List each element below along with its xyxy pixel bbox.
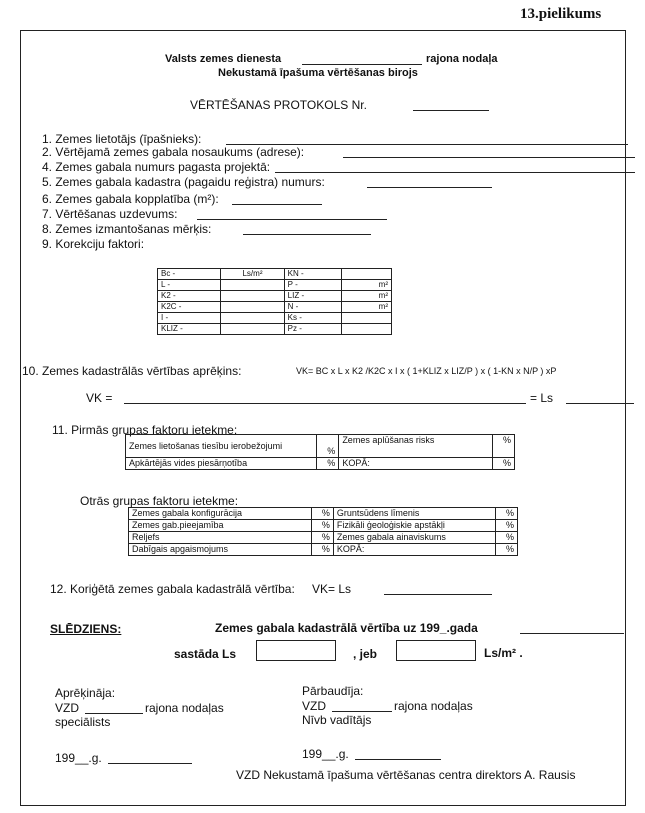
vk-eq-ls: = Ls <box>530 391 554 405</box>
ct-cell: P - <box>284 280 341 291</box>
ct-cell: Bc - <box>158 269 221 280</box>
vk-formula-input[interactable] <box>124 403 526 404</box>
right-sig-vzd: VZD <box>302 699 326 713</box>
field-9-label: 9. Korekciju faktori: <box>42 237 145 251</box>
unit-label: Ls/m² . <box>484 646 523 660</box>
ct-cell: Pz - <box>284 324 341 335</box>
right-date-input[interactable] <box>355 759 441 760</box>
protocol-title: VĒRTĒŠANAS PROTOKOLS Nr. <box>190 98 367 112</box>
g1-cell: Zemes aplūšanas risks <box>339 435 493 458</box>
right-sig-title: Pārbaudīja: <box>302 684 364 698</box>
ct-cell <box>341 313 391 324</box>
right-sig-district-input[interactable] <box>332 711 392 712</box>
g2-cell: Dabīgais apgaismojums <box>129 544 312 556</box>
item10-formula: VK= BC x L x K2 /K2C x I x ( 1+KLIZ x LIZ/P ) x ( 1-KN x N/P ) xP <box>296 366 557 376</box>
g2-cell: Gruntsūdens līmenis <box>333 508 495 520</box>
conclusion-date-input[interactable] <box>520 633 624 634</box>
item12-input[interactable] <box>384 594 492 595</box>
conclusion-title: SLĒDZIENS: <box>50 622 122 636</box>
protocol-number-blank[interactable] <box>413 110 489 111</box>
field-7-label: 7. Vērtēšanas uzdevums: <box>42 207 178 221</box>
g1-cell: % <box>317 458 339 470</box>
conclusion-text: Zemes gabala kadastrālā vērtība uz 199_.gada <box>215 621 478 635</box>
ct-cell <box>341 324 391 335</box>
ct-cell: m² <box>341 291 391 302</box>
ct-cell <box>221 302 284 313</box>
item12-label: 12. Koriģētā zemes gabala kadastrālā vērtība: <box>50 582 295 596</box>
header-district-blank[interactable] <box>302 64 422 65</box>
ct-cell: Ks - <box>284 313 341 324</box>
vk-ls-input[interactable] <box>566 403 634 404</box>
ct-cell: m² <box>341 280 391 291</box>
field-4-label: 4. Zemes gabala numurs pagasta projektā: <box>42 160 271 174</box>
left-sig-title: Aprēķināja: <box>55 686 116 700</box>
field-5-label: 5. Zemes gabala kadastra (pagaidu reģistra) numurs: <box>42 175 325 189</box>
ct-cell: K2 - <box>158 291 221 302</box>
g2-cell: % <box>312 520 334 532</box>
group1-table <box>125 434 515 470</box>
sastada-label: sastāda Ls <box>174 647 237 661</box>
g2-cell: % <box>496 508 518 520</box>
g2-cell: Reljefs <box>129 532 312 544</box>
g2-cell: Zemes gab.pieejamība <box>129 520 312 532</box>
g2-cell: % <box>496 544 518 556</box>
director-line: VZD Nekustamā īpašuma vērtēšanas centra direktors A. Rausis <box>236 768 576 782</box>
ls-value-box[interactable] <box>256 640 336 661</box>
g2-cell: % <box>312 544 334 556</box>
g2-cell: KOPĀ: <box>333 544 495 556</box>
g2-cell: % <box>312 532 334 544</box>
ct-cell <box>221 280 284 291</box>
vk-label: VK = <box>86 391 113 405</box>
item10-label: 10. Zemes kadastrālās vērtības aprēķins: <box>22 364 242 378</box>
g1-cell: Zemes lietošanas tiesību ierobežojumi <box>126 435 317 458</box>
left-date-input[interactable] <box>108 763 192 764</box>
field-5-input[interactable] <box>367 187 492 188</box>
field-8-input[interactable] <box>243 234 371 235</box>
group2-table <box>128 507 518 556</box>
g2-cell: Zemes gabala konfigurācija <box>129 508 312 520</box>
g2-cell: % <box>496 532 518 544</box>
field-2-input[interactable] <box>343 157 635 158</box>
ct-cell <box>221 313 284 324</box>
ct-cell <box>221 324 284 335</box>
g2-cell: % <box>312 508 334 520</box>
group2-label: Otrās grupas faktoru ietekme: <box>80 494 239 508</box>
header-line1-right: rajona nodaļa <box>426 53 498 65</box>
field-6-label: 6. Zemes gabala kopplatība (m²): <box>42 192 219 206</box>
g1-cell: Apkārtējās vides piesārņotība <box>126 458 317 470</box>
item12-vk: VK= Ls <box>312 582 352 596</box>
g1-cell: % <box>493 458 515 470</box>
header-line1-left: Valsts zemes dienesta <box>165 53 282 65</box>
field-8-label: 8. Zemes izmantošanas mērķis: <box>42 222 212 236</box>
g2-cell: % <box>496 520 518 532</box>
ct-cell: KN - <box>284 269 341 280</box>
g1-cell: % <box>317 435 339 458</box>
correction-table <box>157 268 392 335</box>
field-1-label: 1. Zemes lietotājs (īpašnieks): <box>42 132 202 146</box>
g2-cell: Zemes gabala ainaviskums <box>333 532 495 544</box>
right-sig-dept: rajona nodaļas <box>394 699 473 713</box>
ct-cell: K2C - <box>158 302 221 313</box>
right-sig-role: Nīvb vadītājs <box>302 713 372 727</box>
ct-cell: L - <box>158 280 221 291</box>
g2-cell: Fizikāli ģeoloģiskie apstākļi <box>333 520 495 532</box>
ct-cell: Ls/m² <box>221 269 284 280</box>
ct-cell: I - <box>158 313 221 324</box>
jeb-label: , jeb <box>353 647 378 661</box>
ct-cell: LIZ - <box>284 291 341 302</box>
ls-per-m2-box[interactable] <box>396 640 476 661</box>
ct-cell: m² <box>341 302 391 313</box>
field-2-label: 2. Vērtējamā zemes gabala nosaukums (adrese): <box>42 145 305 159</box>
left-sig-district-input[interactable] <box>85 713 143 714</box>
left-sig-vzd: VZD <box>55 701 79 715</box>
field-7-input[interactable] <box>197 219 387 220</box>
ct-cell: N - <box>284 302 341 313</box>
ct-cell <box>221 291 284 302</box>
item11-label: 11. Pirmās grupas faktoru ietekme: <box>52 423 238 437</box>
header-line2: Nekustamā īpašuma vērtēšanas birojs <box>218 67 418 79</box>
ct-cell <box>341 269 391 280</box>
left-date-label: 199__.g. <box>55 751 102 765</box>
attachment-label: 13.pielikums <box>520 6 602 22</box>
field-6-input[interactable] <box>232 204 322 205</box>
g1-cell: KOPĀ: <box>339 458 493 470</box>
right-date-label: 199__.g. <box>302 747 349 761</box>
left-sig-role: speciālists <box>55 715 111 729</box>
left-sig-dept: rajona nodaļas <box>145 701 224 715</box>
ct-cell: KLIZ - <box>158 324 221 335</box>
g1-cell: % <box>493 435 515 458</box>
field-4-input[interactable] <box>275 172 635 173</box>
